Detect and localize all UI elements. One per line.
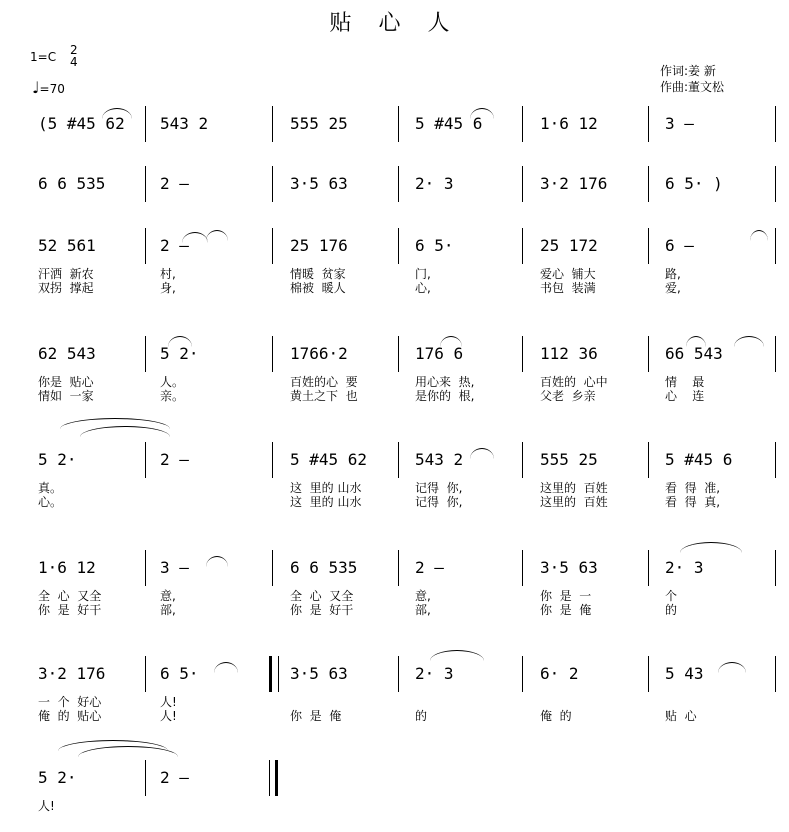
measure-notes: 5 2· — [38, 450, 77, 469]
notation-row — [0, 172, 789, 196]
lyric-segment: 情 最 — [665, 375, 705, 389]
measure-notes: 25 176 — [290, 236, 348, 255]
barline — [522, 336, 523, 372]
measure-notes: 2· 3 — [415, 174, 454, 193]
lyric-segment: 意, — [160, 589, 176, 603]
measure-notes: 25 172 — [540, 236, 598, 255]
barline — [775, 228, 776, 264]
tempo-value: =70 — [39, 82, 65, 96]
lyric-segment: 的 — [665, 603, 678, 617]
lyric-segment: 全 心 又全 — [290, 589, 354, 603]
barline — [522, 656, 523, 692]
lyric-segment: 人! — [160, 695, 177, 709]
lyric-segment: 父老 乡亲 — [540, 389, 596, 403]
notation-row — [0, 662, 789, 686]
measure-notes: 555 25 — [290, 114, 348, 133]
lyric-line-2 — [0, 708, 789, 724]
barline — [398, 106, 399, 142]
measure-notes: 6 6 535 — [38, 174, 106, 193]
measure-notes: 6 6 535 — [290, 558, 358, 577]
lyric-segment: 爱, — [665, 281, 681, 295]
lyric-line-2 — [0, 388, 789, 404]
lyric-segment: 的 — [415, 709, 428, 723]
measure-notes: (5 #45 62 — [38, 114, 125, 133]
measure-notes: 6 – — [665, 236, 694, 255]
barline — [775, 550, 776, 586]
barline — [272, 166, 273, 202]
quarter-note-icon: ♩ — [32, 78, 40, 97]
barline — [145, 336, 146, 372]
notation-row — [0, 234, 789, 258]
barline — [522, 442, 523, 478]
slur-arc — [470, 108, 494, 119]
lyric-line-2 — [0, 602, 789, 618]
lyric-segment: 棉被 暖人 — [290, 281, 346, 295]
barline — [648, 228, 649, 264]
barline — [522, 166, 523, 202]
measure-notes: 5 2· — [38, 768, 77, 787]
barline — [522, 228, 523, 264]
lyric-segment: 这里的 百姓 — [540, 495, 608, 509]
slur-arc — [686, 336, 706, 347]
barline — [648, 106, 649, 142]
measure-notes: 3 – — [665, 114, 694, 133]
time-signature — [70, 44, 78, 68]
barline — [648, 336, 649, 372]
barline — [522, 106, 523, 142]
lyric-segment: 心, — [415, 281, 431, 295]
barline — [522, 550, 523, 586]
barline — [145, 166, 146, 202]
barline — [272, 550, 273, 586]
barline — [398, 550, 399, 586]
barline — [272, 228, 273, 264]
lyric-segment: 人。 — [160, 375, 185, 389]
lyric-segment: 全 心 又全 — [38, 589, 102, 603]
measure-notes: 5 2· — [160, 344, 199, 363]
measure-notes: 3 – — [160, 558, 189, 577]
final-barline — [269, 760, 278, 796]
slur-arc — [102, 108, 132, 119]
lyric-segment: 一 个 好心 — [38, 695, 102, 709]
lyric-segment: 人! — [38, 799, 55, 813]
lyric-segment: 看 得 准, — [665, 481, 721, 495]
measure-notes: 2 – — [160, 174, 189, 193]
lyric-segment: 情暖 贫家 — [290, 267, 346, 281]
lyric-segment: 百姓的 心中 — [540, 375, 608, 389]
lyric-segment: 路, — [665, 267, 681, 281]
lyric-segment: 你 是 好干 — [290, 603, 354, 617]
barline — [145, 442, 146, 478]
lyric-line-1 — [0, 798, 789, 814]
measure-notes: 176 6 — [415, 344, 464, 363]
barline — [145, 106, 146, 142]
notation-row — [0, 448, 789, 472]
lyric-segment: 俺 的 — [540, 709, 572, 723]
barline — [648, 442, 649, 478]
lyric-segment: 你 是 俺 — [290, 709, 342, 723]
lyric-segment: 你 是 俺 — [540, 603, 592, 617]
lyric-segment: 人! — [160, 709, 177, 723]
notation-row — [0, 556, 789, 580]
slur-arc — [750, 230, 768, 241]
slur-arc — [206, 230, 228, 241]
barline — [398, 166, 399, 202]
lyric-segment: 你是 贴心 — [38, 375, 94, 389]
barline — [272, 336, 273, 372]
barline — [775, 336, 776, 372]
barline — [145, 656, 146, 692]
lyric-segment: 亲。 — [160, 389, 185, 403]
lyric-segment: 村, — [160, 267, 176, 281]
lyric-line-2 — [0, 280, 789, 296]
slur-arc — [168, 336, 192, 347]
lyric-segment: 贴 心 — [665, 709, 697, 723]
measure-notes: 1·6 12 — [540, 114, 598, 133]
measure-notes: 6 5· — [415, 236, 454, 255]
measure-notes: 555 25 — [540, 450, 598, 469]
barline — [648, 166, 649, 202]
measure-notes: 3·5 63 — [290, 664, 348, 683]
measure-notes: 2 – — [160, 450, 189, 469]
lyric-segment: 俺 的 贴心 — [38, 709, 102, 723]
measure-notes: 3·5 63 — [290, 174, 348, 193]
barline — [398, 442, 399, 478]
measure-notes: 5 #45 6 — [415, 114, 483, 133]
lyric-segment: 真。 — [38, 481, 63, 495]
lyric-segment: 你 是 一 — [540, 589, 592, 603]
slur-arc — [680, 542, 742, 553]
barline — [775, 442, 776, 478]
lyric-segment: 身, — [160, 281, 176, 295]
measure-notes: 2 – — [160, 236, 189, 255]
barline — [398, 336, 399, 372]
lyric-segment: 汗洒 新农 — [38, 267, 94, 281]
measure-notes: 543 2 — [415, 450, 464, 469]
barline — [272, 106, 273, 142]
measure-notes: 112 36 — [540, 344, 598, 363]
lyric-segment: 用心来 热, — [415, 375, 475, 389]
time-sig-numerator: 2 — [70, 43, 78, 57]
measure-notes: 2 – — [415, 558, 444, 577]
measure-notes: 5 #45 6 — [665, 450, 733, 469]
measure-notes: 5 #45 62 — [290, 450, 368, 469]
notation-row — [0, 766, 789, 790]
lyric-segment: 是你的 根, — [415, 389, 475, 403]
barline — [775, 166, 776, 202]
lyric-segment: 门, — [415, 267, 431, 281]
lyric-segment: 书包 装满 — [540, 281, 596, 295]
lyric-segment: 个 — [665, 589, 678, 603]
barline — [145, 760, 146, 796]
slur-arc — [734, 336, 764, 347]
measure-notes: 543 2 — [160, 114, 209, 133]
lyric-segment: 记得 你, — [415, 495, 463, 509]
key-signature — [30, 50, 56, 64]
lyricist-credit: 作词:姜 新 — [660, 64, 716, 78]
measure-notes: 2 – — [160, 768, 189, 787]
lyric-segment: 记得 你, — [415, 481, 463, 495]
barline — [398, 656, 399, 692]
barline — [775, 656, 776, 692]
lyric-segment: 部, — [160, 603, 176, 617]
barline — [145, 228, 146, 264]
slur-arc — [440, 336, 462, 347]
time-sig-denominator: 4 — [70, 55, 78, 69]
measure-notes: 62 543 — [38, 344, 96, 363]
measure-notes: 2· 3 — [665, 558, 704, 577]
lyric-segment: 心 连 — [665, 389, 705, 403]
measure-notes: 1766·2 — [290, 344, 348, 363]
measure-notes: 6 5· ) — [665, 174, 723, 193]
measure-notes: 5 43 — [665, 664, 704, 683]
barline — [145, 550, 146, 586]
tempo-marking — [32, 78, 65, 97]
lyric-line-2 — [0, 494, 789, 510]
measure-notes: 2· 3 — [415, 664, 454, 683]
measure-notes: 3·5 63 — [540, 558, 598, 577]
measure-notes: 52 561 — [38, 236, 96, 255]
measure-notes: 66 543 — [665, 344, 723, 363]
composer-credit: 作曲:董文松 — [660, 80, 725, 94]
barline — [648, 550, 649, 586]
lyric-segment: 这 里的 山水 — [290, 495, 362, 509]
lyric-segment: 百姓的心 要 — [290, 375, 358, 389]
measure-notes: 6 5· — [160, 664, 199, 683]
lyric-segment: 你 是 好干 — [38, 603, 102, 617]
lyric-segment: 这 里的 山水 — [290, 481, 362, 495]
measure-notes: 3·2 176 — [38, 664, 106, 683]
measure-notes: 1·6 12 — [38, 558, 96, 577]
lyric-segment: 这里的 百姓 — [540, 481, 608, 495]
lyric-segment: 双拐 撑起 — [38, 281, 94, 295]
lyric-segment: 部, — [415, 603, 431, 617]
lyric-segment: 情如 一家 — [38, 389, 94, 403]
barline — [398, 228, 399, 264]
repeat-barline — [269, 656, 279, 692]
lyric-segment: 心。 — [38, 495, 63, 509]
barline — [775, 106, 776, 142]
key-label: 1=C — [30, 50, 57, 64]
lyric-segment: 爱心 铺大 — [540, 267, 596, 281]
notation-row — [0, 342, 789, 366]
lyric-segment: 意, — [415, 589, 431, 603]
lyric-segment: 看 得 真, — [665, 495, 721, 509]
slur-arc — [430, 650, 484, 661]
lyric-segment: 黄土之下 也 — [290, 389, 358, 403]
measure-notes: 3·2 176 — [540, 174, 608, 193]
song-title: 贴 心 人 — [329, 11, 460, 36]
measure-notes: 6· 2 — [540, 664, 579, 683]
barline — [272, 442, 273, 478]
barline — [648, 656, 649, 692]
